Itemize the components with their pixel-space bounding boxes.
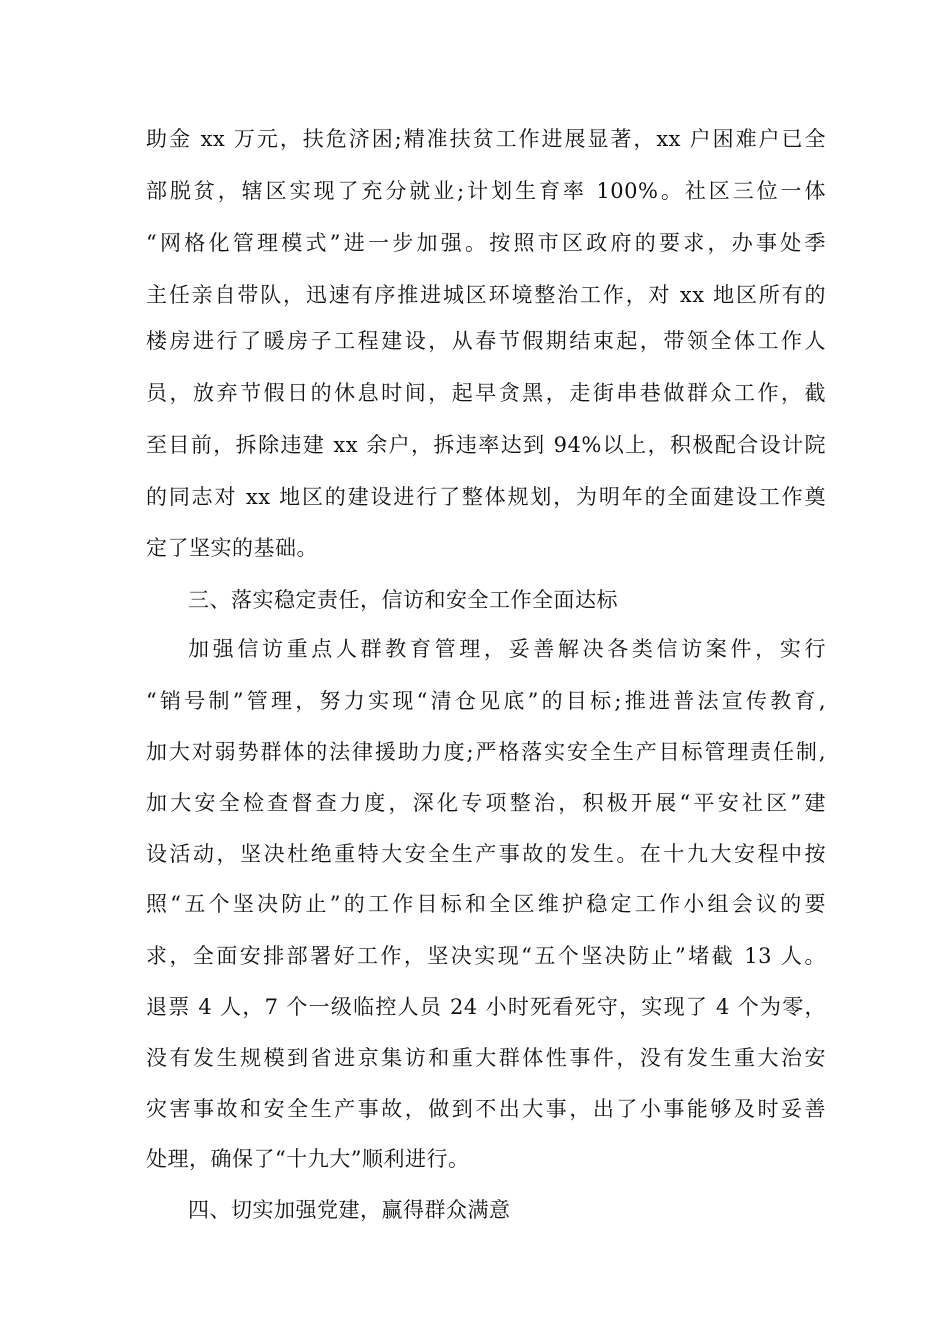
paragraph-line: 没有发生规模到省进京集访和重大群体性事件，没有发生重大治安: [146, 1046, 826, 1070]
paragraph-line: 至目前，拆除违建 xx 余户，拆违率达到 94%以上，积极配合设计院: [146, 433, 826, 457]
paragraph-line: 加大对弱势群体的法律援助力度;严格落实安全生产目标管理责任制,: [146, 740, 826, 764]
paragraph-line: 加大安全检查督查力度，深化专项整治，积极开展“平安社区”建: [146, 791, 826, 815]
paragraph-line: “销号制”管理，努力实现“清仓见底”的目标;推进普法宣传教育,: [146, 689, 826, 713]
paragraph-line: 助金 xx 万元，扶危济困;精准扶贫工作进展显著，xx 户困难户已全: [146, 127, 826, 151]
paragraph-line: 设活动，坚决杜绝重特大安全生产事故的发生。在十九大安程中按: [146, 842, 826, 866]
paragraph-line: 求，全面安排部署好工作，坚决实现“五个坚决防止”堵截 13 人。: [146, 944, 826, 968]
paragraph-line: 退票 4 人，7 个一级临控人员 24 小时死看死守，实现了 4 个为零，: [146, 995, 826, 1019]
paragraph-line: 灾害事故和安全生产事故，做到不出大事，出了小事能够及时妥善: [146, 1097, 826, 1121]
paragraph-line: 员，放弃节假日的休息时间，起早贪黑，走街串巷做群众工作，截: [146, 381, 826, 405]
paragraph-line: “网格化管理模式”进一步加强。按照市区政府的要求，办事处季: [146, 231, 826, 255]
paragraph-line: 的同志对 xx 地区的建设进行了整体规划，为明年的全面建设工作奠: [146, 485, 826, 509]
paragraph-line: 楼房进行了暖房子工程建设，从春节假期结束起，带领全体工作人: [146, 329, 826, 353]
paragraph-line: 加强信访重点人群教育管理，妥善解决各类信访案件，实行: [188, 637, 826, 661]
paragraph-line: 部脱贫，辖区实现了充分就业;计划生育率 100%。社区三位一体: [146, 179, 826, 203]
section-heading: 三、落实稳定责任，信访和安全工作全面达标: [188, 588, 618, 612]
section-heading: 四、切实加强党建，赢得群众满意: [188, 1198, 511, 1222]
paragraph-line: 照“五个坚决防止”的工作目标和全区维护稳定工作小组会议的要: [146, 892, 826, 916]
paragraph-line: 定了坚实的基础。: [146, 536, 318, 560]
paragraph-line: 处理，确保了“十九大”顺利进行。: [146, 1147, 470, 1171]
paragraph-line: 主任亲自带队，迅速有序推进城区环境整治工作，对 xx 地区所有的: [146, 283, 826, 307]
